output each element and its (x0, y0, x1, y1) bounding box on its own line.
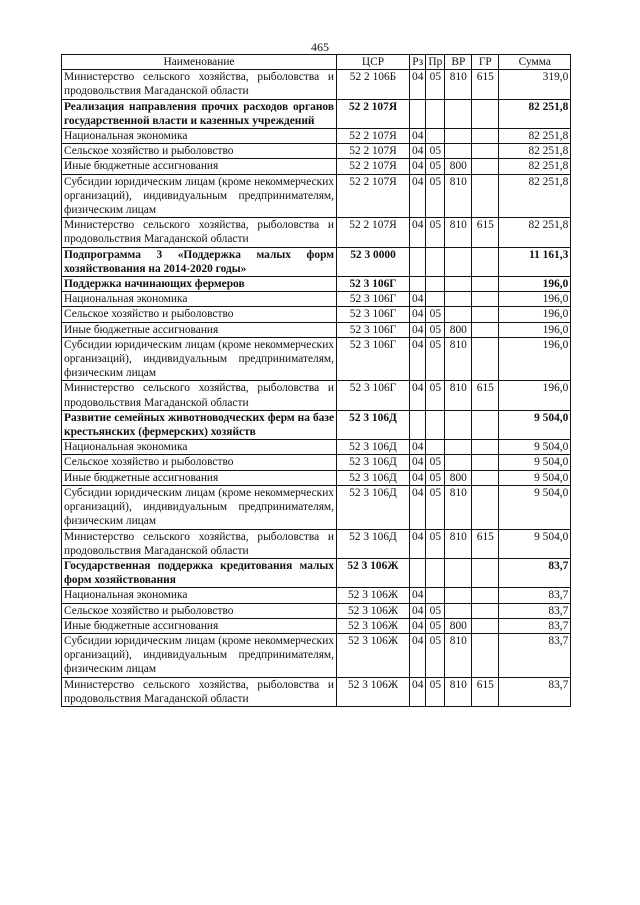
cell-csr: 52 2 106Б (337, 70, 410, 99)
cell-gr (472, 618, 499, 633)
cell-name: Субсидии юридическим лицам (кроме некоммерческих организаций), индивидуальным предпринимателям, физическим лицам (62, 174, 337, 218)
cell-csr: 52 2 107Я (337, 99, 410, 128)
cell-pr (426, 277, 445, 292)
cell-csr: 52 2 107Я (337, 218, 410, 247)
cell-sum: 9 504,0 (499, 410, 571, 439)
cell-vr (445, 277, 472, 292)
cell-sum: 196,0 (499, 337, 571, 381)
cell-rz: 04 (410, 218, 426, 247)
cell-name: Министерство сельского хозяйства, рыболовства и продовольствия Магаданской области (62, 70, 337, 99)
cell-vr (445, 292, 472, 307)
cell-pr: 05 (426, 144, 445, 159)
cell-rz: 04 (410, 618, 426, 633)
cell-sum: 9 504,0 (499, 485, 571, 529)
cell-pr (426, 129, 445, 144)
cell-sum: 82 251,8 (499, 144, 571, 159)
table-row (62, 588, 571, 603)
header-pr: Пр (426, 55, 445, 70)
cell-rz (410, 410, 426, 439)
cell-name: Реализация направления прочих расходов органов государственной власти и казенных учреждений (62, 99, 337, 128)
cell-gr (472, 322, 499, 337)
cell-gr (472, 159, 499, 174)
cell-name: Иные бюджетные ассигнования (62, 470, 337, 485)
cell-gr (472, 277, 499, 292)
table-row (62, 337, 571, 381)
cell-sum: 9 504,0 (499, 440, 571, 455)
cell-rz (410, 247, 426, 276)
cell-gr (472, 633, 499, 677)
cell-csr: 52 3 106Ж (337, 633, 410, 677)
cell-sum: 196,0 (499, 277, 571, 292)
cell-rz: 04 (410, 470, 426, 485)
cell-rz: 04 (410, 174, 426, 218)
cell-pr (426, 247, 445, 276)
table-row (62, 99, 571, 128)
cell-vr: 810 (445, 529, 472, 558)
table-row (62, 70, 571, 99)
cell-gr (472, 292, 499, 307)
cell-csr: 52 3 106Д (337, 410, 410, 439)
cell-pr: 05 (426, 381, 445, 410)
cell-name: Иные бюджетные ассигнования (62, 159, 337, 174)
cell-vr (445, 307, 472, 322)
cell-rz: 04 (410, 440, 426, 455)
cell-name: Развитие семейных животноводческих ферм на базе крестьянских (фермерских) хозяйств (62, 410, 337, 439)
cell-name: Иные бюджетные ассигнования (62, 322, 337, 337)
table-row (62, 470, 571, 485)
cell-rz: 04 (410, 307, 426, 322)
table-row (62, 455, 571, 470)
cell-csr: 52 3 106Д (337, 529, 410, 558)
cell-pr: 05 (426, 485, 445, 529)
cell-sum: 83,7 (499, 618, 571, 633)
cell-csr: 52 3 106Г (337, 337, 410, 381)
cell-pr: 05 (426, 337, 445, 381)
cell-pr (426, 588, 445, 603)
cell-gr (472, 307, 499, 322)
cell-gr (472, 174, 499, 218)
cell-gr (472, 558, 499, 587)
cell-sum: 82 251,8 (499, 218, 571, 247)
cell-sum: 196,0 (499, 381, 571, 410)
cell-sum: 9 504,0 (499, 529, 571, 558)
cell-gr (472, 410, 499, 439)
cell-name: Министерство сельского хозяйства, рыболовства и продовольствия Магаданской области (62, 381, 337, 410)
cell-gr: 615 (472, 529, 499, 558)
cell-rz: 04 (410, 455, 426, 470)
cell-gr (472, 247, 499, 276)
cell-pr: 05 (426, 159, 445, 174)
table-row (62, 410, 571, 439)
cell-pr: 05 (426, 677, 445, 706)
table-row (62, 277, 571, 292)
cell-vr (445, 440, 472, 455)
cell-gr (472, 588, 499, 603)
cell-name: Субсидии юридическим лицам (кроме некоммерческих организаций), индивидуальным предпринимателям, физическим лицам (62, 337, 337, 381)
table-row (62, 307, 571, 322)
cell-csr: 52 3 106Д (337, 440, 410, 455)
cell-csr: 52 2 107Я (337, 159, 410, 174)
cell-sum: 9 504,0 (499, 470, 571, 485)
cell-csr: 52 3 106Г (337, 307, 410, 322)
budget-table (61, 54, 571, 707)
table-row (62, 603, 571, 618)
cell-csr: 52 3 106Д (337, 455, 410, 470)
cell-sum: 83,7 (499, 677, 571, 706)
header-name: Наименование (62, 55, 337, 70)
cell-csr: 52 3 106Г (337, 381, 410, 410)
cell-csr: 52 3 106Ж (337, 677, 410, 706)
cell-rz: 04 (410, 322, 426, 337)
cell-name: Субсидии юридическим лицам (кроме некоммерческих организаций), индивидуальным предпринимателям, физическим лицам (62, 485, 337, 529)
cell-vr (445, 603, 472, 618)
cell-rz: 04 (410, 129, 426, 144)
header-vr: ВР (445, 55, 472, 70)
cell-csr: 52 3 106Г (337, 292, 410, 307)
cell-vr (445, 455, 472, 470)
table-row (62, 292, 571, 307)
cell-pr: 05 (426, 529, 445, 558)
cell-name: Сельское хозяйство и рыболовство (62, 144, 337, 159)
header-csr: ЦСР (337, 55, 410, 70)
cell-pr (426, 410, 445, 439)
cell-pr (426, 558, 445, 587)
cell-rz: 04 (410, 292, 426, 307)
cell-sum: 83,7 (499, 603, 571, 618)
cell-vr: 810 (445, 70, 472, 99)
cell-pr: 05 (426, 218, 445, 247)
cell-sum: 9 504,0 (499, 455, 571, 470)
cell-rz (410, 277, 426, 292)
table-row (62, 218, 571, 247)
cell-rz: 04 (410, 144, 426, 159)
cell-csr: 52 2 107Я (337, 174, 410, 218)
cell-vr: 800 (445, 470, 472, 485)
cell-pr (426, 99, 445, 128)
cell-name: Субсидии юридическим лицам (кроме некоммерческих организаций), индивидуальным предпринимателям, физическим лицам (62, 633, 337, 677)
cell-gr (472, 144, 499, 159)
cell-vr: 810 (445, 218, 472, 247)
cell-gr (472, 470, 499, 485)
cell-name: Национальная экономика (62, 292, 337, 307)
cell-csr: 52 3 106Г (337, 277, 410, 292)
cell-vr (445, 588, 472, 603)
cell-sum: 83,7 (499, 633, 571, 677)
cell-name: Государственная поддержка кредитования малых форм хозяйствования (62, 558, 337, 587)
cell-gr: 615 (472, 218, 499, 247)
cell-gr (472, 603, 499, 618)
cell-name: Подпрограмма 3 «Поддержка малых форм хозяйствования на 2014-2020 годы» (62, 247, 337, 276)
cell-gr (472, 337, 499, 381)
cell-pr: 05 (426, 307, 445, 322)
cell-name: Национальная экономика (62, 440, 337, 455)
cell-sum: 83,7 (499, 588, 571, 603)
cell-name: Министерство сельского хозяйства, рыболовства и продовольствия Магаданской области (62, 529, 337, 558)
header-gr: ГР (472, 55, 499, 70)
cell-rz: 04 (410, 588, 426, 603)
cell-name: Сельское хозяйство и рыболовство (62, 455, 337, 470)
cell-gr: 615 (472, 677, 499, 706)
table-row (62, 529, 571, 558)
cell-vr: 810 (445, 174, 472, 218)
cell-csr: 52 3 106Ж (337, 588, 410, 603)
cell-vr: 800 (445, 322, 472, 337)
cell-name: Национальная экономика (62, 129, 337, 144)
cell-csr: 52 2 107Я (337, 144, 410, 159)
cell-rz: 04 (410, 603, 426, 618)
table-row (62, 174, 571, 218)
cell-sum: 196,0 (499, 307, 571, 322)
table-row (62, 129, 571, 144)
cell-name: Министерство сельского хозяйства, рыболовства и продовольствия Магаданской области (62, 218, 337, 247)
table-row (62, 485, 571, 529)
cell-csr: 52 3 106Ж (337, 558, 410, 587)
table-row (62, 144, 571, 159)
cell-name: Национальная экономика (62, 588, 337, 603)
cell-sum: 82 251,8 (499, 129, 571, 144)
cell-gr (472, 485, 499, 529)
cell-csr: 52 3 0000 (337, 247, 410, 276)
cell-rz: 04 (410, 70, 426, 99)
table-row (62, 677, 571, 706)
table-row (62, 633, 571, 677)
cell-gr (472, 455, 499, 470)
cell-sum: 83,7 (499, 558, 571, 587)
cell-sum: 11 161,3 (499, 247, 571, 276)
cell-name: Сельское хозяйство и рыболовство (62, 603, 337, 618)
cell-csr: 52 3 106Д (337, 470, 410, 485)
cell-sum: 196,0 (499, 322, 571, 337)
cell-vr: 810 (445, 677, 472, 706)
cell-vr: 810 (445, 381, 472, 410)
cell-rz: 04 (410, 677, 426, 706)
cell-name: Министерство сельского хозяйства, рыболовства и продовольствия Магаданской области (62, 677, 337, 706)
cell-vr: 800 (445, 618, 472, 633)
cell-vr (445, 129, 472, 144)
cell-rz: 04 (410, 633, 426, 677)
cell-vr (445, 558, 472, 587)
table-row (62, 558, 571, 587)
cell-csr: 52 3 106Д (337, 485, 410, 529)
table-row (62, 322, 571, 337)
cell-pr: 05 (426, 322, 445, 337)
table-row (62, 159, 571, 174)
cell-vr (445, 144, 472, 159)
cell-vr (445, 247, 472, 276)
cell-csr: 52 3 106Ж (337, 603, 410, 618)
cell-rz: 04 (410, 159, 426, 174)
cell-csr: 52 3 106Ж (337, 618, 410, 633)
cell-pr: 05 (426, 618, 445, 633)
cell-vr: 810 (445, 633, 472, 677)
cell-rz: 04 (410, 337, 426, 381)
page-number: 465 (311, 40, 329, 54)
cell-pr: 05 (426, 633, 445, 677)
cell-gr (472, 99, 499, 128)
table-row (62, 440, 571, 455)
table-header-row (62, 55, 571, 70)
cell-gr (472, 129, 499, 144)
cell-name: Сельское хозяйство и рыболовство (62, 307, 337, 322)
cell-pr: 05 (426, 455, 445, 470)
table-row (62, 381, 571, 410)
cell-vr (445, 410, 472, 439)
cell-name: Иные бюджетные ассигнования (62, 618, 337, 633)
cell-rz (410, 99, 426, 128)
cell-vr: 800 (445, 159, 472, 174)
header-sum: Сумма (499, 55, 571, 70)
cell-rz: 04 (410, 529, 426, 558)
cell-rz: 04 (410, 485, 426, 529)
header-rz: Рз (410, 55, 426, 70)
cell-pr: 05 (426, 70, 445, 99)
cell-gr (472, 440, 499, 455)
cell-gr: 615 (472, 70, 499, 99)
cell-vr: 810 (445, 485, 472, 529)
cell-pr (426, 292, 445, 307)
cell-sum: 82 251,8 (499, 159, 571, 174)
cell-pr (426, 440, 445, 455)
cell-csr: 52 3 106Г (337, 322, 410, 337)
table-row (62, 247, 571, 276)
cell-name: Поддержка начинающих фермеров (62, 277, 337, 292)
cell-rz (410, 558, 426, 587)
cell-gr: 615 (472, 381, 499, 410)
cell-sum: 82 251,8 (499, 174, 571, 218)
cell-pr: 05 (426, 174, 445, 218)
cell-sum: 82 251,8 (499, 99, 571, 128)
cell-rz: 04 (410, 381, 426, 410)
cell-sum: 196,0 (499, 292, 571, 307)
cell-vr: 810 (445, 337, 472, 381)
cell-pr: 05 (426, 470, 445, 485)
cell-vr (445, 99, 472, 128)
cell-csr: 52 2 107Я (337, 129, 410, 144)
table-row (62, 618, 571, 633)
cell-sum: 319,0 (499, 70, 571, 99)
cell-pr: 05 (426, 603, 445, 618)
